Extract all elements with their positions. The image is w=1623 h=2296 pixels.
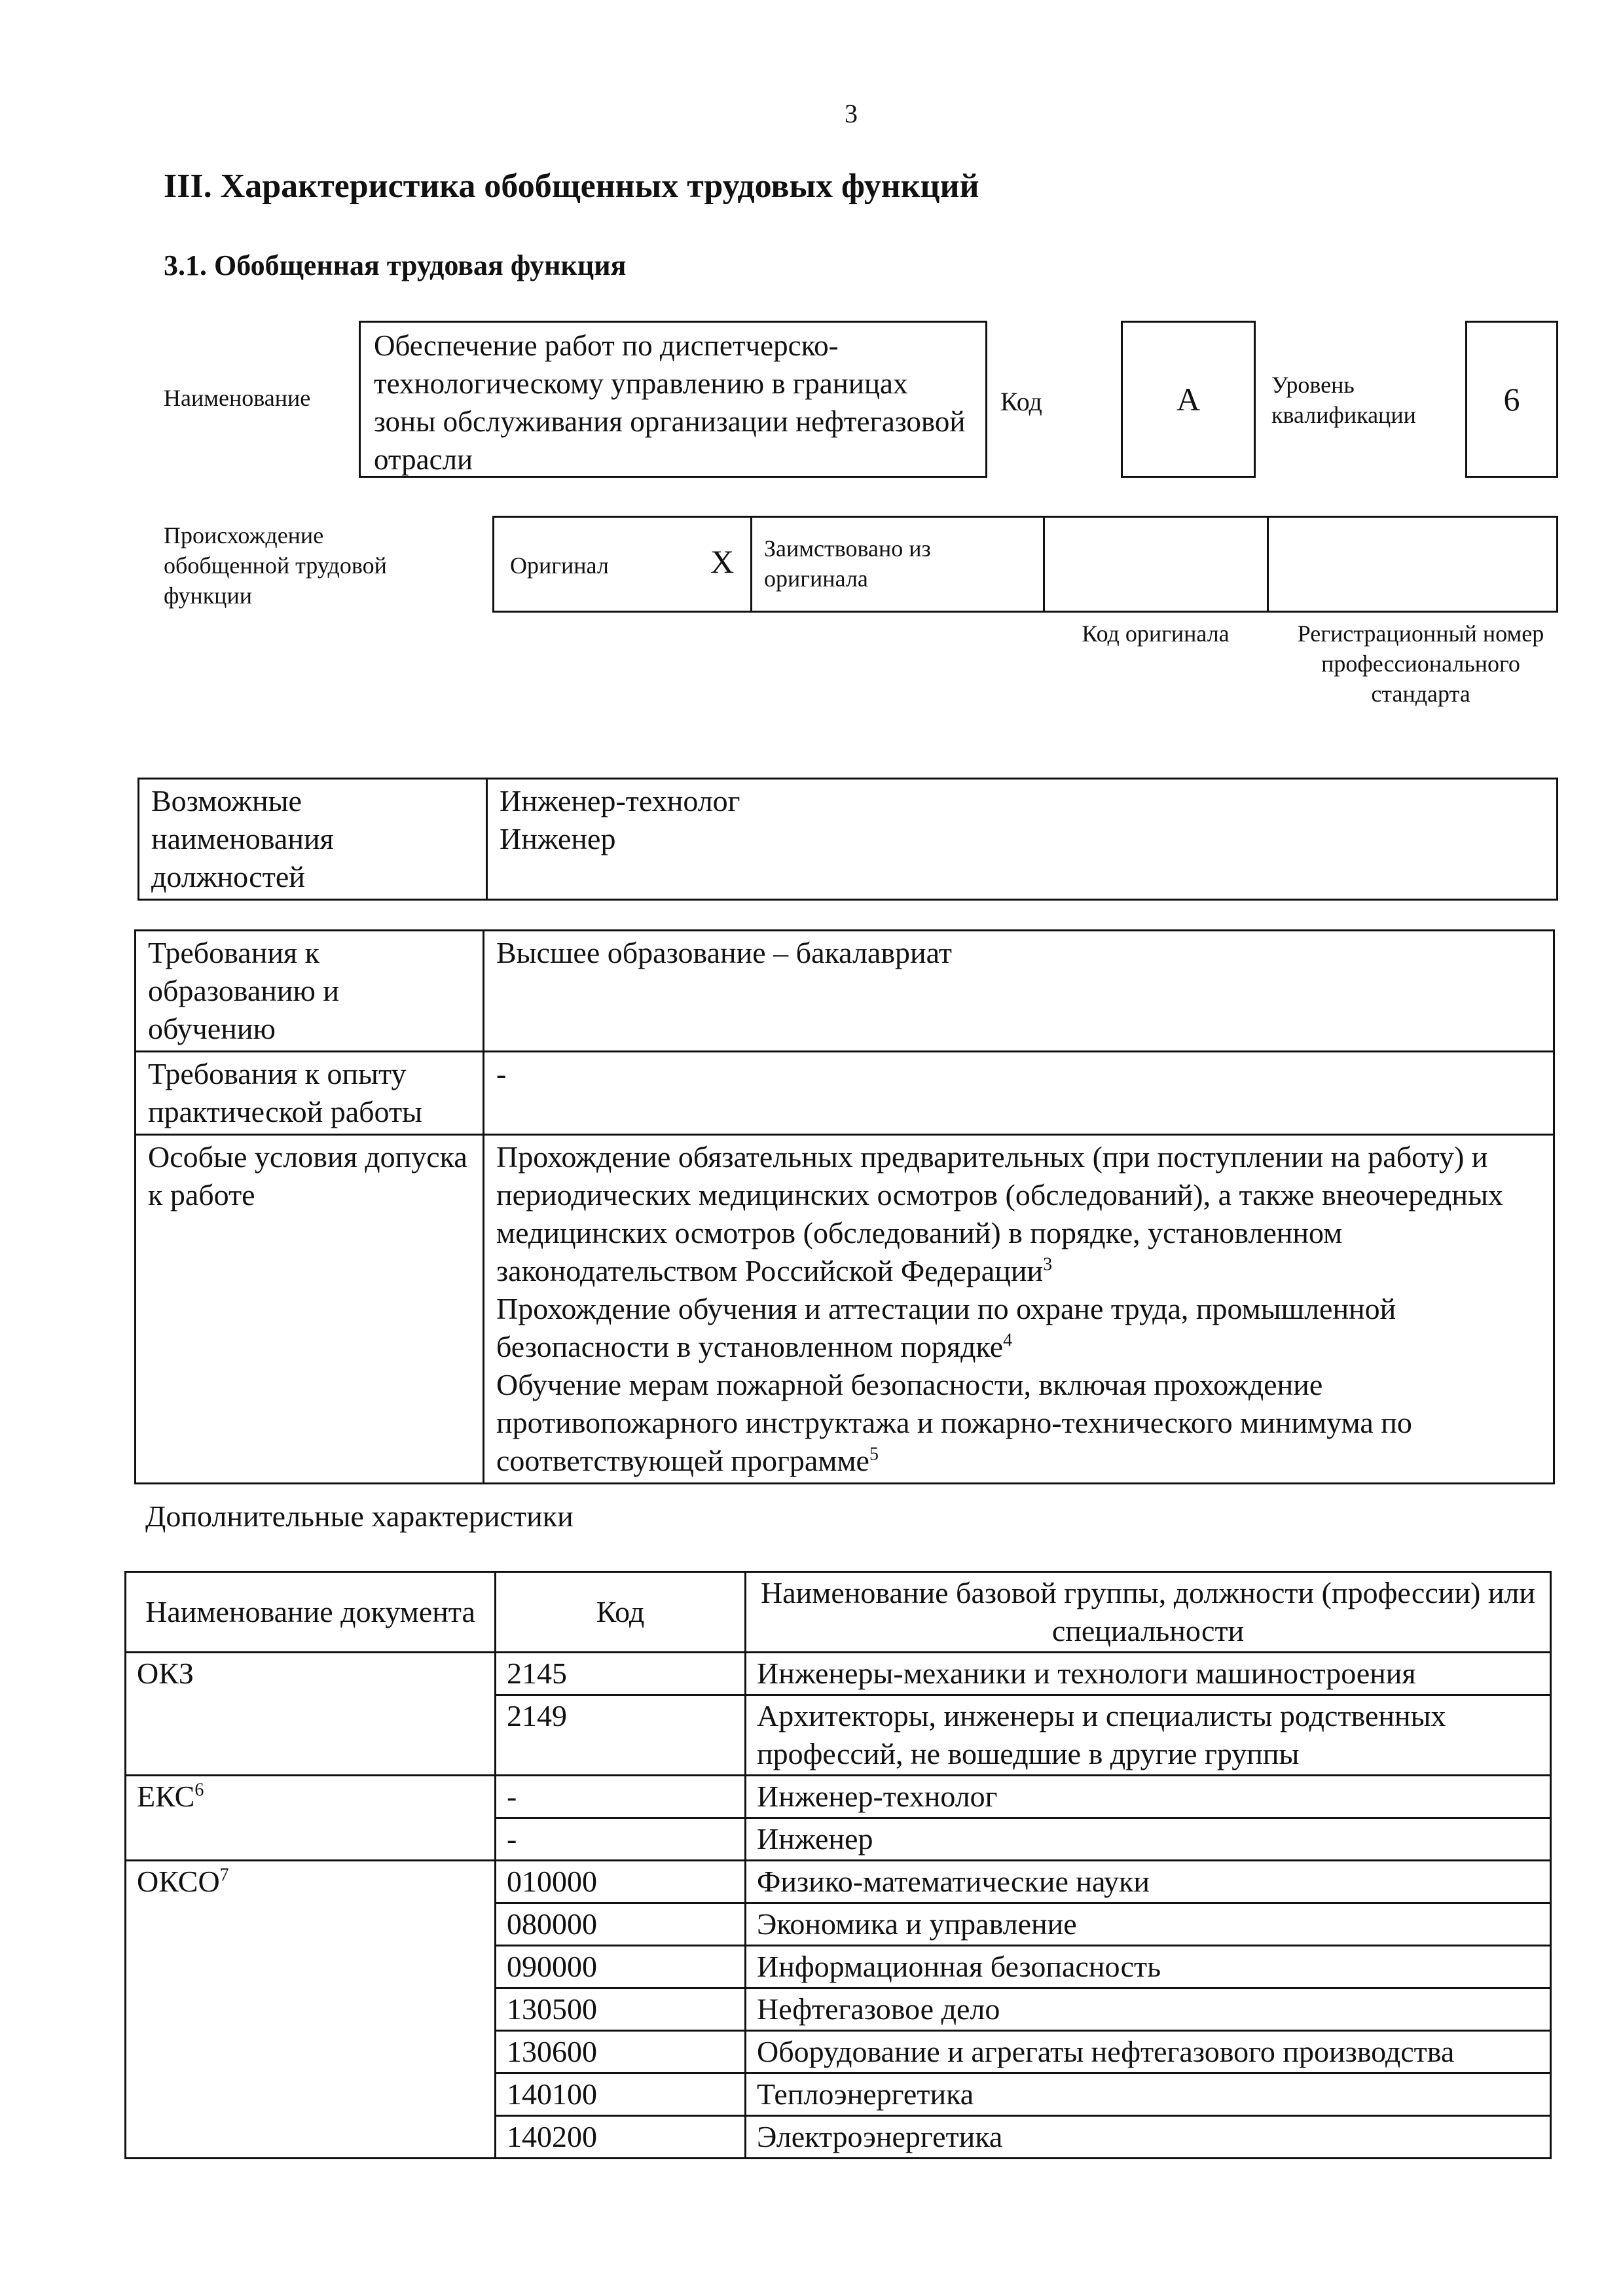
name-cell: Инженер <box>746 1818 1551 1861</box>
code-cell: 010000 <box>496 1861 746 1903</box>
code-cell: 090000 <box>496 1946 746 1988</box>
origin-table <box>492 516 1558 613</box>
admission-label: Особые условия допуска к работе <box>136 1135 484 1484</box>
doc-okz: ОКЗ <box>126 1653 496 1776</box>
name-cell: Инженеры-механики и технологи машиностроения <box>746 1653 1551 1695</box>
code-cell: - <box>496 1818 746 1861</box>
function-name: Обеспечение работ по диспетчерско-технологическому управлению в границах зоны обслуживания организации нефтегазовой отрасли <box>374 329 966 476</box>
additional-title: Дополнительные характеристики <box>145 1499 574 1533</box>
name-cell: Нефтегазовое дело <box>746 1988 1551 2031</box>
original-label: Оригинал <box>510 552 609 579</box>
condition-paragraph: Обучение мерам пожарной безопасности, включая прохождение противопожарного инструктажа и пожарно-технического минимума по соответствующей программе$^5$ <box>496 1368 1412 1477</box>
doc-okso: ОКСО$^7$ <box>126 1861 496 2159</box>
code-original-caption: Код оригинала <box>1082 620 1230 647</box>
code-value: А <box>1176 381 1201 418</box>
page-number: 3 <box>845 99 858 128</box>
condition-paragraph: Прохождение обучения и аттестации по охране труда, промышленной безопасности в установленном порядке$^4$ <box>496 1292 1396 1363</box>
level-value-box <box>1465 321 1558 478</box>
code-cell: 140100 <box>496 2073 746 2116</box>
name-cell: Инженер-технолог <box>746 1776 1551 1818</box>
education-value: Высшее образование – бакалавриат <box>484 931 1554 1052</box>
positions-values <box>487 779 1558 900</box>
original-mark: X <box>710 543 735 580</box>
footnote-ref: 6 <box>194 1780 204 1801</box>
positions-table <box>137 778 1558 901</box>
footnote-ref: 7 <box>219 1865 229 1886</box>
doc-eks: ЕКС$^6$ <box>126 1776 496 1861</box>
position-item: Инженер <box>500 822 616 855</box>
level-value: 6 <box>1503 381 1520 418</box>
header-group-name: Наименование базовой группы, должности (профессии) или специальности <box>746 1572 1551 1653</box>
experience-label: Требования к опыту практической работы <box>136 1052 484 1135</box>
footnote-ref: 3 <box>1043 1254 1053 1275</box>
name-cell: Теплоэнергетика <box>746 2073 1551 2116</box>
positions-label: Возможные наименования должностей <box>139 779 487 900</box>
code-value-box <box>1121 321 1256 478</box>
code-label: Код <box>1000 387 1042 416</box>
requirements-table <box>134 929 1555 1484</box>
additional-table <box>124 1571 1552 2159</box>
section-heading: III. Характеристика обобщенных трудовых функций <box>164 168 979 205</box>
admission-conditions <box>484 1135 1554 1484</box>
borrowed-label: Заимствовано из оригинала <box>764 535 931 592</box>
education-label: Требования к образованию и обучению <box>136 931 484 1052</box>
name-cell: Оборудование и агрегаты нефтегазового производства <box>746 2031 1551 2073</box>
origin-label: Происхождение обобщенной трудовой функции <box>164 522 387 609</box>
level-label: Уровень квалификации <box>1271 372 1416 428</box>
code-cell: 130500 <box>496 1988 746 2031</box>
header-code: Код <box>496 1572 746 1653</box>
experience-value: - <box>484 1052 1554 1135</box>
name-cell: Архитекторы, инженеры и специалисты родственных профессий, не вошедшие в другие группы <box>746 1695 1551 1776</box>
code-cell: 2145 <box>496 1653 746 1695</box>
reg-number-caption: Регистрационный номер профессионального стандарта <box>1297 620 1544 707</box>
code-cell: - <box>496 1776 746 1818</box>
name-cell: Экономика и управление <box>746 1903 1551 1946</box>
code-cell: 130600 <box>496 2031 746 2073</box>
code-cell: 080000 <box>496 1903 746 1946</box>
code-cell: 140200 <box>496 2116 746 2159</box>
subsection-heading: 3.1. Обобщенная трудовая функция <box>164 249 627 281</box>
origin-divider-1 <box>750 518 752 611</box>
footnote-ref: 5 <box>869 1444 879 1465</box>
origin-divider-3 <box>1267 518 1269 611</box>
footnote-ref: 4 <box>1003 1330 1013 1351</box>
origin-divider-2 <box>1043 518 1045 611</box>
function-name-box <box>359 321 987 478</box>
header-document: Наименование документа <box>126 1572 496 1653</box>
name-cell: Физико-математические науки <box>746 1861 1551 1903</box>
code-cell: 2149 <box>496 1695 746 1776</box>
name-label: Наименование <box>164 385 311 411</box>
position-item: Инженер-технолог <box>500 784 740 817</box>
name-cell: Информационная безопасность <box>746 1946 1551 1988</box>
condition-paragraph: Прохождение обязательных предварительных (при поступлении на работу) и периодических медицинских осмотров (обследований), а также внеочередных медицинских осмотров (обследований) в порядке, установленном законодательством Российской Федерации$^3$ <box>496 1140 1503 1287</box>
name-cell: Электроэнергетика <box>746 2116 1551 2159</box>
